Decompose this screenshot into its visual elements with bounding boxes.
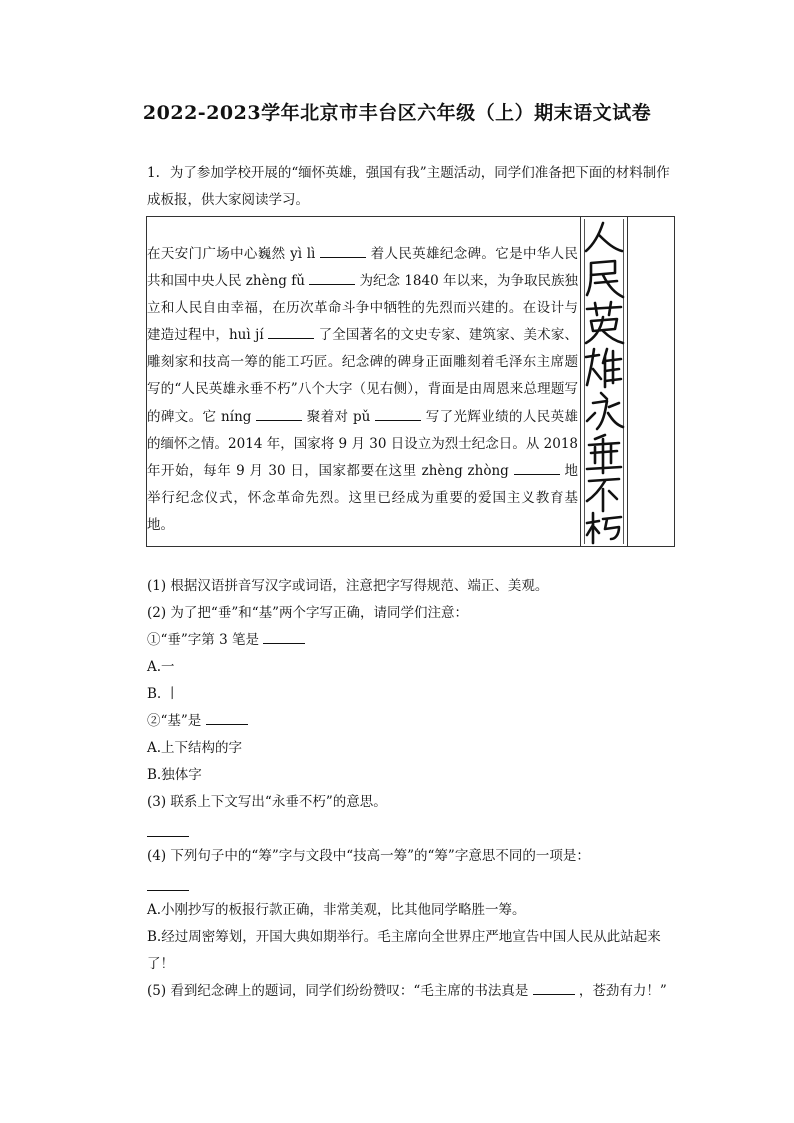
sub-question-1: (1) 根据汉语拼音写汉字或词语，注意把字写得规范、端正、美观。 [147,578,549,594]
calligraphy-inscription-image [581,217,627,546]
passage-segment: 聚着对 pǔ [302,408,376,425]
passage-box [146,216,675,547]
sub-questions [147,573,687,1005]
question-intro-text: 为了参加学校开展的“缅怀英雄，强国有我”主题活动，同学们准备把下面的材料制作成板报，供大家阅读学习。 [147,165,670,208]
passage-segment: 在天安门广场中心巍然 yì lì [147,246,320,262]
answer-blank-2b[interactable] [206,710,248,725]
option-2b-b: B.独体字 [147,767,202,783]
pinyin-blank-huiji[interactable] [268,326,314,339]
option-2a-a: A.一 [147,659,175,675]
passage-segment: 写了光辉业绩的人民英雄的缅怀之情。2014 年，国家将 9 月 30 日设立为烈士纪念日。从 2018 年开始，每年 9 月 30 日，国家都要在这里 zhèng zhòng [147,408,578,479]
answer-blank-4[interactable] [147,870,189,891]
option-4-a: A.小刚抄写的板报行款正确，非常美观，比其他同学略胜一筹。 [147,902,526,918]
sub-question-2a [147,627,687,654]
sub-question-5-tail: ，苍劲有力！” [578,983,667,999]
question-1-intro [147,160,677,214]
sub-question-2a-text: ①“垂”字第 3 笔是 [147,632,259,648]
option-2b-a: A.上下结构的字 [147,740,243,756]
calligraphy-column [580,217,628,546]
passage-segment: 了全国著名的文史专家、建筑家、美术家、雕刻家和技高一筹的能工巧匠。纪念碑的碑身正面雕刻着毛泽东主席题写的“人民英雄永垂不朽”八个大字（见右侧），背面是由周恩来总理题写的碑文。它 níng [147,327,579,425]
sub-question-5-text: (5) 看到纪念碑上的题词，同学们纷纷赞叹：“毛主席的书法真是 [147,983,529,999]
pinyin-blank-yili[interactable] [320,245,366,258]
sub-question-2b-text: ②“基”是 [147,713,202,729]
answer-blank-3[interactable] [147,816,189,837]
page-title: 2022-2023学年北京市丰台区六年级（上）期末语文试卷 [142,102,652,124]
option-2a-b: B. 丨 [147,686,180,702]
pinyin-blank-zhengzhong[interactable] [514,462,560,475]
answer-line-4 [147,870,687,897]
sub-question-3: (3) 联系上下文写出“永垂不朽”的意思。 [147,794,387,810]
pinyin-blank-zhengfu[interactable] [309,272,355,285]
pinyin-blank-pu[interactable] [375,408,421,421]
sub-question-2: (2) 为了把“垂”和“基”两个字写正确，请同学们注意： [147,605,469,621]
passage-segment: 着人民英雄纪念碑。它是中华人民共和国中央人民 zhèng fǔ [147,246,578,290]
option-4-b: B.经过周密筹划，开国大典如期举行。毛主席向全世界庄严地宣告中国人民从此站起来了！ [147,929,661,972]
sub-question-5 [147,978,677,1005]
answer-blank-5[interactable] [533,980,575,995]
pinyin-blank-ning[interactable] [256,408,302,421]
passage-text [147,241,578,539]
answer-line-3 [147,816,687,843]
question-number: 1. [147,165,160,181]
passage-segment: 地举行纪念仪式，怀念革命先烈。这里已经成为重要的爱国主义教育基地。 [147,462,578,533]
passage-segment: 为纪念 1840 年以来，为争取民族独立和人民自由幸福，在历次革命斗争中牺牲的先烈而兴建的。在设计与建造过程中，huì jí [147,273,579,344]
sub-question-4: (4) 下列句子中的“筹”字与文段中“技高一筹”的“筹”字意思不同的一项是： [147,848,590,864]
answer-blank-2a[interactable] [263,629,305,644]
sub-question-2b [147,708,687,735]
